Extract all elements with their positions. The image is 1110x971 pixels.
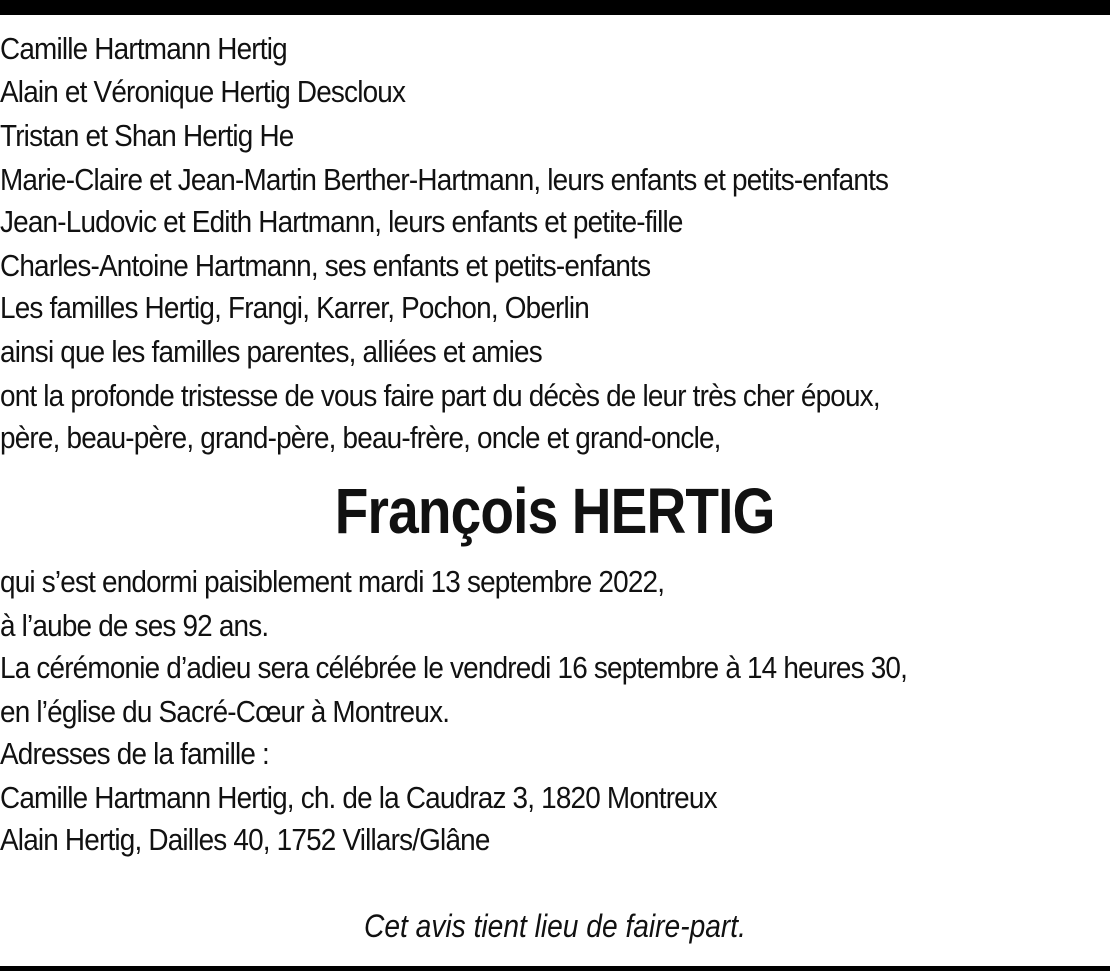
footer-note bbox=[0, 906, 1110, 946]
family-line: Camille Hartmann Hertig bbox=[0, 31, 287, 66]
announcement-line: père, beau-père, grand-père, beau-frère, oncle et grand-oncle, bbox=[0, 420, 721, 455]
ceremony-line: La cérémonie d’adieu sera célébrée le vendredi 16 septembre à 14 heures 30, bbox=[0, 650, 908, 685]
family-line: ainsi que les familles parentes, alliées et amies bbox=[0, 334, 542, 369]
top-rule bbox=[0, 0, 1110, 15]
address-line: Alain Hertig, Dailles 40, 1752 Villars/Glâne bbox=[0, 822, 490, 857]
family-line: Alain et Véronique Hertig Descloux bbox=[0, 74, 406, 109]
family-line: Marie-Claire et Jean-Martin Berther-Hartmann, leurs enfants et petits-enfants bbox=[0, 162, 889, 197]
detail-line: qui s’est endormi paisiblement mardi 13 septembre 2022, bbox=[0, 564, 665, 599]
ceremony-line: en l’église du Sacré-Cœur à Montreux. bbox=[0, 694, 450, 729]
address-line: Camille Hartmann Hertig, ch. de la Caudraz 3, 1820 Montreux bbox=[0, 780, 717, 815]
address-heading: Adresses de la famille : bbox=[0, 736, 269, 771]
footer-note-text: Cet avis tient lieu de faire-part. bbox=[364, 908, 746, 944]
family-line: Tristan et Shan Hertig He bbox=[0, 118, 294, 153]
family-line: Charles-Antoine Hartmann, ses enfants et petits-enfants bbox=[0, 248, 651, 283]
bottom-rule bbox=[0, 966, 1110, 971]
deceased-name-text: François HERTIG bbox=[335, 475, 775, 547]
detail-line: à l’aube de ses 92 ans. bbox=[0, 608, 269, 643]
family-line: Les familles Hertig, Frangi, Karrer, Pochon, Oberlin bbox=[0, 290, 590, 325]
deceased-name bbox=[0, 474, 1110, 548]
family-line: Jean-Ludovic et Edith Hartmann, leurs enfants et petite-fille bbox=[0, 204, 683, 239]
announcement-line: ont la profonde tristesse de vous faire part du décès de leur très cher époux, bbox=[0, 378, 880, 413]
